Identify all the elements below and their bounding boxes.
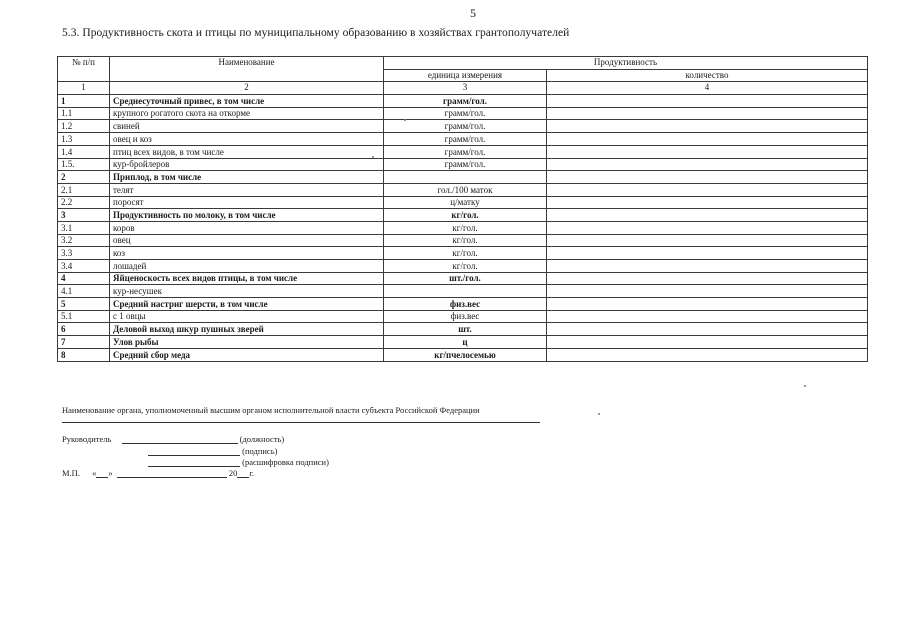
row-name-cell: Средний сбор меда	[110, 348, 384, 361]
scan-speck	[372, 156, 374, 158]
column-number-row	[58, 82, 868, 95]
stamp-label: М.П.	[62, 468, 80, 478]
row-unit-cell: физ.вес	[384, 310, 547, 323]
row-name-cell: Деловой выход шкур пушных зверей	[110, 323, 384, 336]
row-unit-cell: ц	[384, 336, 547, 349]
head-row	[62, 434, 284, 444]
table-row	[58, 348, 868, 361]
row-unit-cell: грамм/гол.	[384, 133, 547, 146]
row-number-cell: 4.1	[58, 285, 110, 298]
header-quantity: количество	[547, 69, 868, 82]
table-row	[58, 221, 868, 234]
table-row	[58, 336, 868, 349]
section-title: 5.3. Продуктивность скота и птицы по муниципальному образованию в хозяйствах грантополучателей	[62, 27, 570, 39]
scan-speck	[404, 119, 406, 121]
decoding-hint: (расшифровка подписи)	[242, 457, 329, 467]
row-quantity-cell	[547, 107, 868, 120]
productivity-table	[57, 56, 868, 362]
row-unit-cell: грамм/гол.	[384, 95, 547, 108]
decoding-line	[148, 466, 240, 467]
row-number-cell: 3.4	[58, 260, 110, 273]
row-name-cell: кур-бройлеров	[110, 158, 384, 171]
header-name: Наименование	[110, 57, 384, 82]
month-line	[117, 477, 227, 478]
row-quantity-cell	[547, 145, 868, 158]
row-unit-cell: кг/гол.	[384, 260, 547, 273]
table-row	[58, 310, 868, 323]
row-quantity-cell	[547, 234, 868, 247]
head-label: Руководитель	[62, 434, 112, 444]
row-quantity-cell	[547, 95, 868, 108]
row-quantity-cell	[547, 272, 868, 285]
row-name-cell: крупного рогатого скота на откорме	[110, 107, 384, 120]
date-open-quote: «	[92, 468, 97, 478]
row-unit-cell: кг/гол.	[384, 209, 547, 222]
signature-hint: (подпись)	[242, 446, 278, 456]
row-unit-cell: кг/пчелосемью	[384, 348, 547, 361]
table-row	[58, 95, 868, 108]
row-unit-cell: грамм/гол.	[384, 145, 547, 158]
column-number-cell: 2	[110, 82, 384, 95]
table-row	[58, 145, 868, 158]
row-name-cell: коз	[110, 247, 384, 260]
row-name-cell: Продуктивность по молоку, в том числе	[110, 209, 384, 222]
row-quantity-cell	[547, 323, 868, 336]
table-row	[58, 120, 868, 133]
row-quantity-cell	[547, 298, 868, 311]
row-name-cell: свиней	[110, 120, 384, 133]
row-name-cell: овец	[110, 234, 384, 247]
row-quantity-cell	[547, 158, 868, 171]
row-number-cell: 3.1	[58, 221, 110, 234]
org-label: Наименование органа, уполномоченный высшим органом исполнительной власти субъекта Российской Федерации	[62, 405, 480, 415]
decoding-row	[148, 457, 329, 467]
row-number-cell: 6	[58, 323, 110, 336]
table-row	[58, 107, 868, 120]
row-unit-cell: кг/гол.	[384, 234, 547, 247]
row-name-cell: кур-несушек	[110, 285, 384, 298]
row-unit-cell	[384, 171, 547, 184]
row-unit-cell: ц/матку	[384, 196, 547, 209]
row-number-cell: 2	[58, 171, 110, 184]
column-number-cell: 4	[547, 82, 868, 95]
day-line	[96, 477, 108, 478]
signature-row	[148, 446, 277, 456]
table-row	[58, 183, 868, 196]
row-name-cell: Улов рыбы	[110, 336, 384, 349]
row-quantity-cell	[547, 120, 868, 133]
row-number-cell: 1	[58, 95, 110, 108]
table-row	[58, 298, 868, 311]
row-number-cell: 5.1	[58, 310, 110, 323]
row-number-cell: 3.3	[58, 247, 110, 260]
row-name-cell: коров	[110, 221, 384, 234]
row-unit-cell: физ.вес	[384, 298, 547, 311]
row-name-cell: телят	[110, 183, 384, 196]
row-number-cell: 4	[58, 272, 110, 285]
row-quantity-cell	[547, 196, 868, 209]
row-quantity-cell	[547, 260, 868, 273]
row-number-cell: 8	[58, 348, 110, 361]
row-unit-cell: шт.	[384, 323, 547, 336]
row-name-cell: поросят	[110, 196, 384, 209]
year-prefix: 20	[228, 468, 238, 478]
row-quantity-cell	[547, 171, 868, 184]
table-row	[58, 209, 868, 222]
row-name-cell: с 1 овцы	[110, 310, 384, 323]
row-name-cell: Яйценоскость всех видов птицы, в том числе	[110, 272, 384, 285]
row-quantity-cell	[547, 209, 868, 222]
table-row	[58, 234, 868, 247]
table-header-row	[58, 57, 868, 70]
row-number-cell: 2.2	[58, 196, 110, 209]
row-quantity-cell	[547, 348, 868, 361]
row-unit-cell: грамм/гол.	[384, 158, 547, 171]
table-row	[58, 196, 868, 209]
row-quantity-cell	[547, 133, 868, 146]
stamp-date-row	[62, 468, 254, 478]
row-unit-cell: шт./гол.	[384, 272, 547, 285]
page-number: 5	[470, 6, 476, 20]
scan-speck	[804, 385, 806, 387]
row-name-cell: овец и коз	[110, 133, 384, 146]
header-num: № п/п	[58, 57, 110, 82]
row-unit-cell: кг/гол.	[384, 221, 547, 234]
row-quantity-cell	[547, 336, 868, 349]
row-unit-cell: грамм/гол.	[384, 120, 547, 133]
table-row	[58, 247, 868, 260]
year-line	[237, 477, 249, 478]
date-close-quote: »	[108, 468, 113, 478]
row-name-cell: Средний настриг шерсти, в том числе	[110, 298, 384, 311]
table-row	[58, 171, 868, 184]
table-row	[58, 158, 868, 171]
row-name-cell: Среднесуточный привес, в том числе	[110, 95, 384, 108]
row-unit-cell	[384, 285, 547, 298]
row-number-cell: 1.5.	[58, 158, 110, 171]
table-row	[58, 260, 868, 273]
row-number-cell: 7	[58, 336, 110, 349]
row-quantity-cell	[547, 247, 868, 260]
row-number-cell: 2.1	[58, 183, 110, 196]
row-quantity-cell	[547, 310, 868, 323]
table-row	[58, 323, 868, 336]
column-number-cell: 1	[58, 82, 110, 95]
row-quantity-cell	[547, 285, 868, 298]
row-number-cell: 1.2	[58, 120, 110, 133]
row-unit-cell: грамм/гол.	[384, 107, 547, 120]
header-productivity: Продуктивность	[384, 57, 868, 70]
row-name-cell: Приплод, в том числе	[110, 171, 384, 184]
row-number-cell: 3	[58, 209, 110, 222]
scan-speck	[598, 413, 600, 415]
row-quantity-cell	[547, 183, 868, 196]
row-number-cell: 1.4	[58, 145, 110, 158]
table-row	[58, 285, 868, 298]
table-row	[58, 272, 868, 285]
org-name-line	[62, 422, 540, 423]
row-unit-cell: кг/гол.	[384, 247, 547, 260]
year-suffix: г.	[249, 468, 254, 478]
row-number-cell: 3.2	[58, 234, 110, 247]
signature-line	[148, 455, 240, 456]
position-hint: (должность)	[239, 434, 285, 444]
row-name-cell: лошадей	[110, 260, 384, 273]
row-number-cell: 1.1	[58, 107, 110, 120]
row-number-cell: 1.3	[58, 133, 110, 146]
table-row	[58, 133, 868, 146]
position-line	[122, 443, 238, 444]
row-name-cell: птиц всех видов, в том числе	[110, 145, 384, 158]
row-unit-cell: гол./100 маток	[384, 183, 547, 196]
row-quantity-cell	[547, 221, 868, 234]
header-unit: единица измерения	[384, 69, 547, 82]
column-number-cell: 3	[384, 82, 547, 95]
row-number-cell: 5	[58, 298, 110, 311]
